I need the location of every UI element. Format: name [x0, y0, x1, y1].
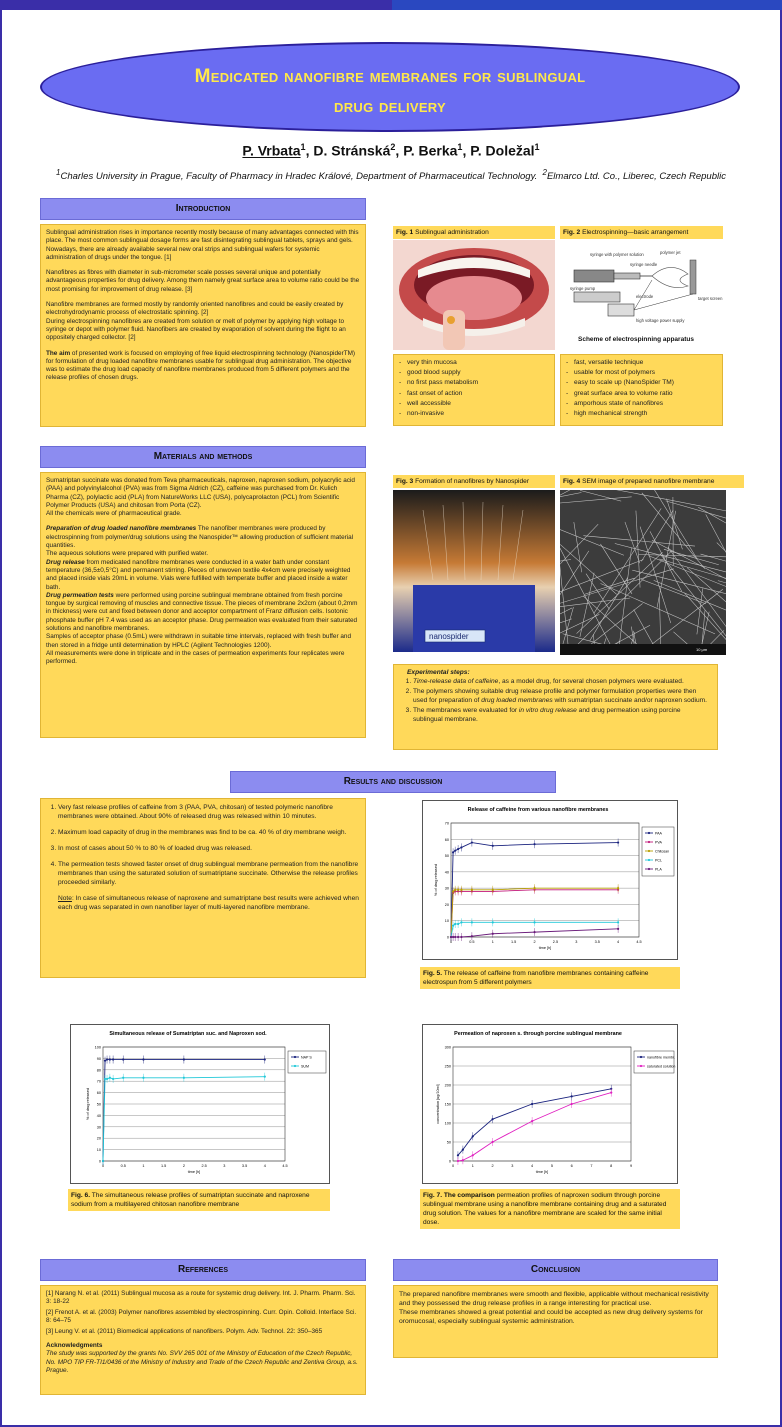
intro-paragraph-3a: Nanofibre membranes are formed mostly by randomly oriented nanofibres and could be easily created by electrohydrodynamic process of electrostatic spinning. [2] [46, 301, 344, 317]
y-tick-label: 70 [444, 821, 449, 826]
fig4-sem-image [560, 490, 726, 655]
fig3-label: Fig. 3 [396, 478, 414, 485]
methods-prep [46, 525, 360, 550]
legend-label: SUM [301, 1064, 309, 1069]
fig7-chart [422, 1024, 678, 1184]
x-tick-label: 4 [263, 1164, 266, 1168]
data-point [450, 936, 452, 938]
y-tick-label: 70 [96, 1079, 101, 1084]
aim-label: The aim [46, 349, 71, 357]
fig3-caption [393, 475, 555, 488]
affil-2: Elmarco Ltd. Co., Liberec, Czech Republic [546, 171, 726, 183]
step-3-text2: and drug permeation using porcine sublingual membrane. [413, 707, 681, 723]
fig1-caption [393, 226, 555, 239]
legend-label: saturated solution [647, 1064, 676, 1069]
fig1-label: Fig. 1 [396, 229, 414, 236]
reference-item: [2] Frenot A. et al. (2003) Polymer nanofibres assembled by electrospinning. Curr. Opin. Colloid. Interface Sci. 8: 64–75 [46, 1308, 357, 1325]
y-axis-label: % of drug released [86, 1088, 90, 1120]
data-point [617, 928, 619, 930]
intro-paragraph-2: Nanofibres as fibres with diameter in sub-micrometer scale posses several unique and potentially advantageous properties for drug delivery. Among them namely great surface area to volume ratio could be the most promising for improvement of drug release. [3] [46, 269, 360, 293]
x-tick-label: 8 [610, 1164, 613, 1168]
conclusion-heading: Conclusion [393, 1259, 718, 1281]
x-tick-label: 1.5 [511, 940, 517, 944]
data-point [106, 1078, 108, 1080]
data-point [471, 889, 473, 891]
data-point [457, 1160, 459, 1162]
fig2-bullet: - usable for most of polymers [565, 368, 718, 378]
methods-box [40, 472, 366, 738]
x-tick-label: 6 [570, 1164, 573, 1168]
data-point [457, 936, 459, 938]
methods-measurements: All measurements were done in triplicate and in the cases of permeation experiments four replicates were performed. [46, 649, 345, 666]
fig2-scheme [560, 240, 723, 350]
step-2-text: The polymers showing suitable drug release profile and polymer formulation properties were then used for preparation of [413, 688, 697, 704]
data-point [112, 1078, 114, 1080]
data-point [462, 1159, 464, 1161]
data-point [454, 936, 456, 938]
data-point [610, 1092, 612, 1094]
data-point [122, 1058, 124, 1060]
data-point [109, 1058, 111, 1060]
fig2-bullet: - high mechanical strength [565, 409, 718, 419]
fig6-caption-text: The simultaneous release profiles of sumatriptan succinate and naproxene sodium from a multilayered chitosan nanofibre membrane [71, 1192, 310, 1208]
conclusion-p2: These membranes showed a great potential and could be accepted as new drug delivery systems for oromucosal, especially sublingual systemic administration. [399, 1309, 703, 1325]
conclusion-box [393, 1285, 718, 1358]
data-point [142, 1077, 144, 1079]
x-tick-label: 1 [491, 940, 494, 944]
affil-1: Charles University in Prague, Faculty of Pharmacy in Hradec Králové, Department of Pharmaceutical Technology. [60, 171, 538, 183]
data-point [106, 1058, 108, 1060]
results-box [40, 798, 366, 978]
fig1-caption-text: Sublingual administration [415, 229, 489, 236]
data-point [122, 1077, 124, 1079]
step-1-em: Time-release data of caffeine [413, 677, 499, 685]
author-4-sup: 1 [534, 142, 540, 152]
data-point [183, 1058, 185, 1060]
y-tick-label: 60 [444, 837, 449, 842]
scheme-label: syringe needle [630, 262, 658, 267]
legend-label: PLA [655, 867, 662, 872]
x-tick-label: 1 [471, 1164, 474, 1168]
results-heading: Results and discussion [230, 771, 556, 793]
x-tick-label: 0 [449, 940, 453, 944]
x-axis-label: time [h] [187, 1170, 201, 1174]
legend-label: PAA [655, 831, 662, 836]
author-1-sup: 1 [300, 142, 306, 152]
fig7-caption-text: permeation profiles of naproxen sodium through porcine sublingual membrane using a nanofibre membrane containing drug and a saturated drug solution. The values for a nanofibre membrane are scaled for the same initial dose. [423, 1192, 667, 1226]
data-point [460, 936, 462, 938]
data-point [533, 931, 535, 933]
fig6-label: Fig. 6. [71, 1192, 91, 1199]
y-tick-label: 60 [96, 1091, 101, 1096]
y-tick-label: 20 [444, 902, 449, 907]
methods-release [46, 559, 360, 592]
author-2-sup: 2 [390, 142, 396, 152]
fig5-chart [422, 800, 678, 960]
data-point [491, 1118, 493, 1120]
data-point [142, 1058, 144, 1060]
data-point [533, 887, 535, 889]
fig4-caption [560, 475, 744, 488]
x-tick-label: 4.5 [636, 940, 642, 944]
y-tick-label: 100 [94, 1045, 101, 1050]
x-tick-label: 0 [451, 1164, 455, 1168]
legend-marker [648, 859, 650, 861]
x-tick-label: 0 [101, 1164, 105, 1168]
x-tick-label: 3 [223, 1164, 226, 1168]
data-point [452, 925, 454, 927]
references-box [40, 1285, 366, 1395]
fig1-bullet: - very thin mucosa [398, 358, 550, 368]
fig2-label: Fig. 2 [563, 229, 581, 236]
fig2-bullet: - easy to scale up (NanoSpider TM) [565, 378, 718, 388]
x-tick-label: 3.5 [241, 1164, 248, 1168]
result-item: 2. Maximum load capacity of drug in the membranes was find to be ca. 40 % of dry membrane weigh. [58, 828, 360, 837]
data-point [462, 1149, 464, 1151]
top-bar [0, 0, 782, 10]
data-point [617, 921, 619, 923]
data-point [471, 841, 473, 843]
data-point [617, 841, 619, 843]
x-tick-label: 2 [491, 1164, 494, 1168]
chart-title: Release of caffeine from various nanofibre membranes [467, 807, 609, 813]
data-point [492, 921, 494, 923]
x-tick-label: 3 [511, 1164, 514, 1168]
y-tick-label: 0 [448, 1159, 451, 1164]
intro-paragraph-1: Sublingual administration rises in importance recently mostly because of many advantages connected with this place. The most common sublingual dosage forms are fast disintegrating sublingual tablets, sprays and gels. Nowadays, there are already available several new oral strips and sublingual wafers for systemic administration of drugs under the tongue. [1] [46, 229, 359, 261]
data-point [264, 1076, 266, 1078]
data-point [457, 848, 459, 850]
step-3-em: in vitro drug release [518, 707, 577, 715]
methods-samples: Samples of acceptor phase (0.5mL) were withdrawn in suitable time intervals, replaced with fresh buffer and then stored in a fridge until determination by HPLC (Agilent Technologies 1200). [46, 633, 352, 649]
methods-heading: Materials and methods [40, 446, 366, 468]
fig1-bullets [393, 354, 555, 426]
fig6-caption [68, 1189, 330, 1211]
affil-sup-2: 2 [542, 168, 547, 177]
fig4-caption-text: SEM image of prepared nanofibre membrane [582, 478, 715, 485]
fig1-bullet: - fast onset of action [398, 389, 550, 399]
y-tick-label: 10 [96, 1148, 101, 1153]
y-tick-label: 200 [444, 1083, 451, 1088]
data-point [104, 1078, 106, 1080]
fig1-bullet: - no first pass metabolism [398, 378, 550, 388]
result-item: 1. Very fast release profiles of caffeine from 3 (PAA, PVA, chitosan) of tested polymeric nanofibre membranes were obtained. About 90% of released drug was released within 10 minutes. [58, 803, 360, 821]
prep-label: Preparation of drug loaded nanofibre membranes [46, 525, 197, 533]
y-tick-label: 0 [98, 1159, 101, 1164]
introduction-heading: Introduction [40, 198, 366, 220]
legend-marker [640, 1056, 642, 1058]
x-tick-label: 5 [550, 1164, 553, 1168]
y-tick-label: 80 [96, 1068, 101, 1073]
plot-area [451, 823, 639, 937]
legend-label: PVA [655, 840, 662, 845]
y-tick-label: 250 [444, 1064, 451, 1069]
affil-sup-1: 1 [56, 168, 61, 177]
x-axis-label: time [h] [535, 1170, 549, 1174]
step-item [413, 707, 712, 724]
x-axis-label: time [h] [538, 946, 552, 950]
step-2-em: drug loaded membranes [481, 696, 553, 704]
data-point [452, 851, 454, 853]
chart-title: Permeation of naproxen s. through porcine sublingual membrane [454, 1031, 622, 1037]
data-point [492, 845, 494, 847]
data-point [454, 923, 456, 925]
methods-p1: Sumatriptan succinate was donated from Teva pharmaceuticals, naproxen, naproxen sodium, polyacrylic acid (PAA) and polyvinylalcohol (PVA) was from Sigma Aldrich (CZ), caffeine was purchased from Dr. Kulich Pharma (CZ), polylactic acid (PLA) from NatureWorks LLC (USA), polycaprolacton (PCL) from Scientific Polymer Products (USA) and chitosan from Porta (CZ). [46, 477, 355, 509]
y-tick-label: 20 [96, 1136, 101, 1141]
data-point [460, 846, 462, 848]
methods-prep-b: The aqueous solutions were prepared with purified water. [46, 550, 208, 558]
release-label: Drug release [46, 558, 85, 566]
data-point [533, 921, 535, 923]
author-1: P. Vrbata [242, 142, 301, 159]
fig1-bullet: - well accessible [398, 399, 550, 409]
data-point [102, 1160, 104, 1162]
reference-item: [1] Narang N. et al. (2011) Sublingual mucosa as a route for systemic drug delivery. Int. J. Pharm. Pharm. Sci. 3: 18-22 [46, 1290, 356, 1306]
affiliations [0, 168, 782, 182]
fig2-bullet: - fast, versatile technique [565, 358, 718, 368]
x-tick-label: 2.5 [201, 1164, 207, 1168]
fig6-chart [70, 1024, 330, 1184]
reference-item: [3] Leung V. et al. (2011) Biomedical applications of nanofibers. Polym. Adv. Technol. 22: 350–365 [46, 1327, 323, 1335]
methods-p1b: All the chemicals were of pharmaceutical grade. [46, 510, 182, 518]
x-tick-label: 7 [590, 1164, 593, 1168]
author-4: P. Doležal [470, 142, 535, 159]
y-tick-label: 30 [96, 1125, 101, 1130]
y-tick-label: 0 [446, 935, 449, 940]
result-item: 3. In most of cases about 50 % to 80 % of loaded drug was released. [58, 844, 360, 853]
legend-marker [648, 832, 650, 834]
fig2-caption-text: Electrospinning—basic arrangement [582, 229, 689, 236]
fig5-caption [420, 967, 680, 989]
legend-box [288, 1051, 326, 1073]
experimental-steps [393, 664, 718, 750]
result-item: 4. The permeation tests showed faster onset of drug sublingual membrane permeation from the nanofibre membranes than using the saturated solution of sumatriptane succinate. Otherwise the release profiles proceeded similarly. [58, 860, 360, 887]
legend-label: nanofibre membr. [647, 1055, 675, 1060]
data-point [452, 936, 454, 938]
introduction-box [40, 224, 366, 427]
note-text: : In case of simultaneous release of naproxene and sumatriptane best results were achieved when each drug was separated in own nanofiber layer of multi-layered nanofibre membrane. [58, 895, 359, 911]
scheme-title: Scheme of electrospinning apparatus [578, 336, 694, 343]
intro-aim [46, 350, 360, 383]
intro-paragraph-3b: During electrospinning nanofibres are created from solution or melt of polymer by applying high voltage to syringe or depot with polymer fluid. Nanofibers are created by evaporation of solvent during the flight to an oppositely charged collector. [2] [46, 317, 346, 342]
step-item [413, 688, 712, 705]
prep-text: The nanofiber membranes were produced by electrospinning from polymer/drug solutions using the Nanospider™ allowing production of sufficient material quantities. [46, 525, 354, 550]
data-point [454, 889, 456, 891]
references-heading: References [40, 1259, 366, 1281]
fig2-caption [560, 226, 723, 239]
x-tick-label: 2.5 [552, 940, 559, 944]
ack-text: The study was supported by the grants No. SVV 265 001 of the Ministry of Education of the Czech Republic, No. MPO TIP FR-TI1/0436 of the Ministry of Industry and Trade of the Czech Republic and Zentiva Group, a.s. Prague. [46, 1350, 358, 1375]
scheme-label: polymer jet [660, 250, 681, 255]
y-tick-label: 50 [444, 854, 449, 859]
y-tick-label: 40 [96, 1113, 101, 1118]
step-1-text: , as a model drug, for several chosen polymers were evaluated. [498, 677, 684, 685]
data-point [264, 1058, 266, 1060]
x-tick-label: 1 [142, 1164, 145, 1168]
x-tick-label: 0.5 [120, 1164, 126, 1168]
fig5-caption-text: The release of caffeine from nanofibre membranes containing caffeine electrospun from 5 different polymers [423, 970, 649, 986]
steps-heading: Experimental steps: [407, 669, 470, 676]
step-2-text2: with sumatriptan succinate and/or naproxen sodium. [552, 696, 707, 704]
data-point [571, 1095, 573, 1097]
data-point [533, 843, 535, 845]
fig2-bullet: - great surface area to volume ratio [565, 389, 718, 399]
x-tick-label: 3 [575, 940, 578, 944]
perm-text: were performed using porcine sublingual membrane obtained from fresh porcine tongue by surgical removing of muscles and connective tissue. The pieces of membrane 2x2cm (about 0,2mm in thickness) were cut and fixed between donor and acceptor compartment of Franz diffusion cells. Isotonic phosphate buffer pH 7.4 was used as an acceptor phase. Drug permeation was evaluated from their saturated solutions and nanofibre membranes. [46, 591, 358, 633]
data-point [472, 1135, 474, 1137]
data-point [531, 1103, 533, 1105]
y-tick-label: 30 [444, 886, 449, 891]
data-point [617, 887, 619, 889]
sem-scalebar: 10 μm [696, 647, 708, 652]
data-point [457, 923, 459, 925]
data-point [492, 933, 494, 935]
fig4-label: Fig. 4 [563, 478, 581, 485]
legend-marker [294, 1065, 296, 1067]
data-point [454, 850, 456, 852]
x-tick-label: 9 [629, 1164, 633, 1168]
data-point [460, 921, 462, 923]
y-tick-label: 90 [96, 1056, 101, 1061]
fig3-photo-nanospider [393, 490, 555, 652]
data-point [491, 1141, 493, 1143]
title-line-1: Medicated nanofibre membranes for sublingual [194, 66, 586, 87]
data-point [457, 1154, 459, 1156]
data-point [183, 1077, 185, 1079]
scheme-label: electrode [636, 294, 654, 299]
methods-perm [46, 592, 360, 633]
x-tick-label: 2 [182, 1164, 185, 1168]
legend-marker [648, 868, 650, 870]
legend-label: Chitosan [655, 849, 670, 854]
data-point [104, 1060, 106, 1062]
data-point [457, 889, 459, 891]
y-axis-label: concentration [ug/10ml] [436, 1084, 440, 1124]
y-tick-label: 300 [444, 1045, 451, 1050]
aim-text: of presented work is focused on employing of free liquid electrospinning technology (NanospiderTM) for formulation of drug loaded nanofibre membranes usable for sublingual drug administration. The objective was to estimate the drug load capacity of nanofibre membranes produced from 5 different polymers and the release profiles of chosen drugs. [46, 349, 356, 382]
legend-label: NAP S [301, 1055, 312, 1060]
scheme-label: target screen [698, 296, 723, 301]
legend-marker [640, 1065, 642, 1067]
release-text: from medicated nanofibre membranes were conducted in a water bath under constant temperature (36,5±0,5°C) and permanent stirring. Pieces of unwoven textile 4x4cm were precisely weighted and placed inside vials 20mL in volume. Vials were fulfilled with temperate buffer and placed inside a water bath. [46, 558, 351, 591]
x-tick-label: 4 [617, 940, 620, 944]
y-tick-label: 40 [444, 870, 449, 875]
x-tick-label: 0.5 [469, 940, 475, 944]
fig7-caption [420, 1189, 680, 1229]
data-point [471, 921, 473, 923]
x-tick-label: 4.5 [282, 1164, 288, 1168]
step-item [413, 678, 712, 687]
author-3-sup: 1 [457, 142, 463, 152]
fig1-photo-mouth [393, 240, 555, 350]
authors: P. Vrbata$^1$, D. Stránská$^2$, P. Berka$^1$, P. Doležal$^1$ [242, 142, 540, 159]
data-point [112, 1058, 114, 1060]
legend-box [634, 1051, 674, 1073]
chart-title: Simultaneous release of Sumatriptan suc. and Naproxen sod. [109, 1031, 267, 1037]
data-point [531, 1120, 533, 1122]
fig3-caption-text: Formation of nanofibres by Nanospider [415, 478, 530, 485]
conclusion-p1: The prepared nanofibre membranes were smooth and flexible, applicable without mechanical resistivity and they possessed the drug release profiles in a range interesting for practical use. [399, 1291, 709, 1307]
legend-marker [648, 850, 650, 852]
x-tick-label: 4 [531, 1164, 534, 1168]
x-tick-label: 1.5 [161, 1164, 167, 1168]
legend-label: PCL [655, 858, 662, 863]
y-tick-label: 150 [444, 1102, 451, 1107]
step-3-text: The membranes were evaluated for [413, 707, 519, 715]
data-point [460, 889, 462, 891]
y-tick-label: 50 [96, 1102, 101, 1107]
y-tick-label: 100 [444, 1121, 451, 1126]
scheme-label: syringe pump [570, 286, 596, 291]
data-point [109, 1077, 111, 1079]
fig7-label: Fig. 7. The comparison [423, 1192, 495, 1199]
ack-heading: Acknowledgments [46, 1342, 103, 1350]
x-tick-label: 3.5 [594, 940, 600, 944]
legend-marker [648, 841, 650, 843]
nanospider-logo: nanospider [429, 632, 469, 641]
scheme-label: high voltage power supply [636, 318, 685, 323]
fig2-bullet: - amporhous state of nanofibres [565, 399, 718, 409]
poster-title [60, 62, 720, 122]
data-point [492, 889, 494, 891]
note-label: Note [58, 895, 72, 902]
fig2-bullets [560, 354, 723, 426]
data-point [452, 890, 454, 892]
perm-label: Drug permeation tests [46, 591, 114, 599]
title-line-2: drug delivery [334, 96, 446, 117]
data-point [471, 935, 473, 937]
y-axis-label: % of drug released [434, 864, 438, 896]
y-tick-label: 50 [446, 1140, 451, 1145]
author-3: P. Berka [403, 142, 458, 159]
x-tick-label: 2 [533, 940, 536, 944]
scheme-label: syringe with polymer solution [590, 252, 644, 257]
fig1-bullet: - non-invasive [398, 409, 550, 419]
results-note [46, 894, 360, 912]
fig5-label: Fig. 5. [423, 970, 443, 977]
data-point [571, 1103, 573, 1105]
y-tick-label: 10 [444, 919, 449, 924]
legend-marker [294, 1056, 296, 1058]
author-2: D. Stránská [313, 142, 391, 159]
fig1-bullet: - good blood supply [398, 368, 550, 378]
data-point [472, 1154, 474, 1156]
